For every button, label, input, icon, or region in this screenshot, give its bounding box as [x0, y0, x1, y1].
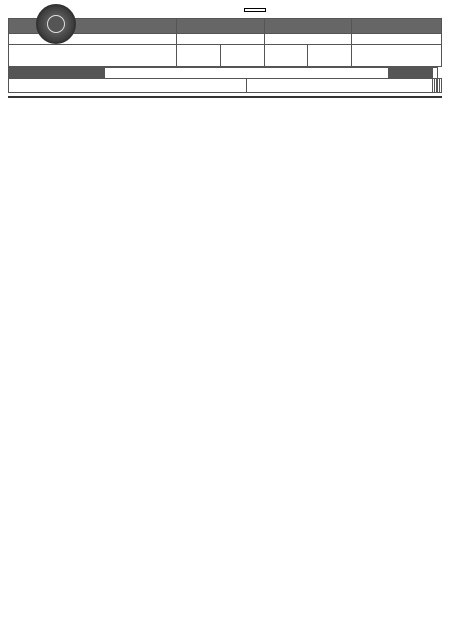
header: [68, 6, 442, 16]
near-first-label: [9, 68, 105, 79]
back3-number: [308, 45, 352, 67]
page-title: [244, 8, 266, 12]
back3-label: [264, 19, 352, 34]
front3-amount: [177, 34, 265, 45]
first-prize-amount: [9, 34, 177, 45]
front3-label: [177, 19, 265, 34]
near-first-amount-cell: [105, 68, 389, 79]
second-amount-cell: [433, 68, 438, 79]
back2-label: [352, 19, 442, 34]
back3-number: [264, 45, 308, 67]
second-prize-number: [440, 79, 442, 93]
second-prize-label: [389, 68, 433, 79]
near-first-number: [9, 79, 247, 93]
back2-number: [352, 45, 442, 67]
quality-policy-footer: [8, 96, 442, 98]
near-first-number: [247, 79, 433, 93]
front3-number: [220, 45, 264, 67]
first-prize-label: [9, 19, 177, 34]
first-prize-number: [9, 45, 177, 67]
near-and-second-table: [8, 67, 442, 93]
front3-number: [177, 45, 221, 67]
back2-amount: [352, 34, 442, 45]
glo-seal-icon: [36, 4, 76, 44]
back3-amount: [264, 34, 352, 45]
